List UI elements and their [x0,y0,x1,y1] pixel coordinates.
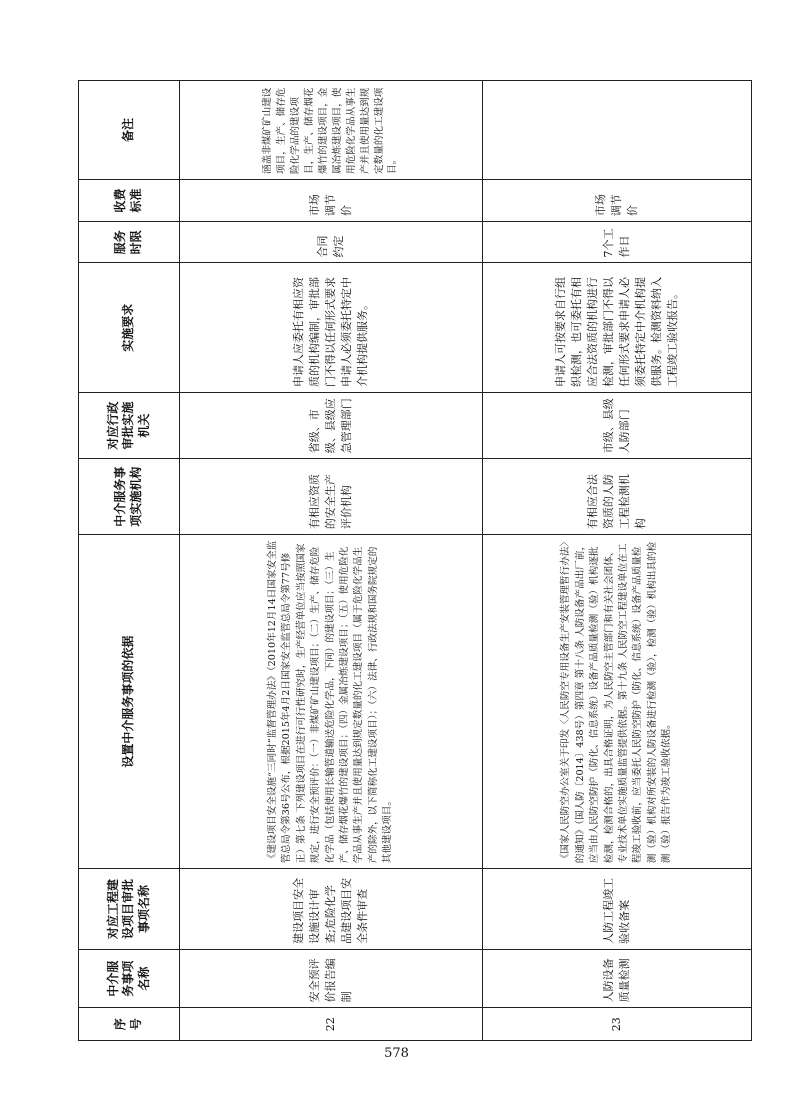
cell-approval-item: 人防工程竣工验收备案 [482,869,751,950]
cell-fee: 市场调节价 [179,179,482,221]
cell-time-limit: 合同约定 [179,222,482,263]
cell-basis: 《建设项目安全设施“三同时”监督管理办法》（2010年12月14日国家安全监管总局令第36号公布，根据2015年4月2日国家安全监管总局令第77号修正）第七条 下列建设项目在进行可行性研究时，生产经营单位应当按照国家规定，进行安全预评价：（一）非煤矿矿山建设项目；（二）生产、储存危险化学品（包括使用长输管道输送危险化学品，下同）的建设项目；（三）生产、储存烟花爆竹的建设项目；（四）金属冶炼建设项目；（五）使用危险化学品从事生产并且使用量达到规定数量的化工建设项目（属于危险化学品生产的除外，以下简称化工建设项目）；（六）法律、行政法规和国务院规定的其他建设项目。 [179,535,482,869]
rotated-table-page [78,80,752,1041]
cell-authority: 市级、县级人防部门 [482,393,751,459]
header-basis: 设置中介服务事项的依据 [79,535,180,869]
table-row [179,81,482,1041]
header-row [79,81,180,1041]
header-requirement: 实施要求 [79,263,180,393]
cell-provider: 有相应资质的安全生产评价机构 [179,459,482,535]
page-number: 578 [384,1046,409,1061]
cell-service-name: 人防设备质量检测 [482,949,751,1008]
header-seq: 序号 [79,1008,180,1041]
cell-approval-item: 建设项目安全设施设计审查;危险化学品建设项目安全条件审查 [179,869,482,950]
cell-fee: 市场调节价 [482,179,751,221]
intermediary-services-table [78,80,752,1041]
header-time-limit: 服务时限 [79,222,180,263]
cell-seq: 22 [179,1008,482,1041]
header-service-name: 中介服务事项名称 [79,949,180,1008]
cell-authority: 省级、市级、县级应急管理部门 [179,393,482,459]
cell-time-limit: 7个工作日 [482,222,751,263]
header-approval-item: 对应工程建设项目审批事项名称 [79,869,180,950]
cell-note: 涵盖非煤矿矿山建设项目，生产、储存危险化学品的建设项目，生产、储存烟花爆竹的建设项目，金属冶炼建设项目，使用危险化学品从事生产并且使用量达到规定数量的化工建设项目。 [179,81,482,180]
cell-basis: 《国家人民防空办公室关于印发〈人民防空专用设备生产安装管理暂行办法〉的通知》（国人防〔2014〕438号）第四章 第十八条 人防设备产品出厂前，应当由人民防空防护（防化、信息系统）设备产品质量检测（验）机构逐批检测，检测合格的，出具合格证明，为人民防空主管部门和有关社会团体、专业技术单位实施质量监管提供依据。第十九条 人民防空工程建设单位在工程竣工验收前，应当委托人民防空防护（防化、信息系统）设备产品质量检测（验）机构对所安装的人防设备进行检测（验），检测（验）机构出具的检测（验）报告作为竣工验收依据。 [482,535,751,869]
header-note: 备注 [79,81,180,180]
cell-service-name: 安全预评价报告编制 [179,949,482,1008]
cell-requirement: 申请人可按要求自行组织检测，也可委托有相应合法资质的机构进行检测，审批部门不得以任何形式要求申请人必须委托特定中介机构提供服务。检测资料纳入工程竣工验收报告。 [482,263,751,393]
cell-note [482,81,751,180]
table-row [482,81,751,1041]
header-authority: 对应行政审批实施机关 [79,393,180,459]
cell-requirement: 申请人应委托有相应资质的机构编制，审批部门不得以任何形式要求申请人必须委托特定中介机构提供服务。 [179,263,482,393]
cell-seq: 23 [482,1008,751,1041]
cell-provider: 有相应合法资质的人防工程检测机构 [482,459,751,535]
header-fee: 收费标准 [79,179,180,221]
header-provider: 中介服务事项实施机构 [79,459,180,535]
